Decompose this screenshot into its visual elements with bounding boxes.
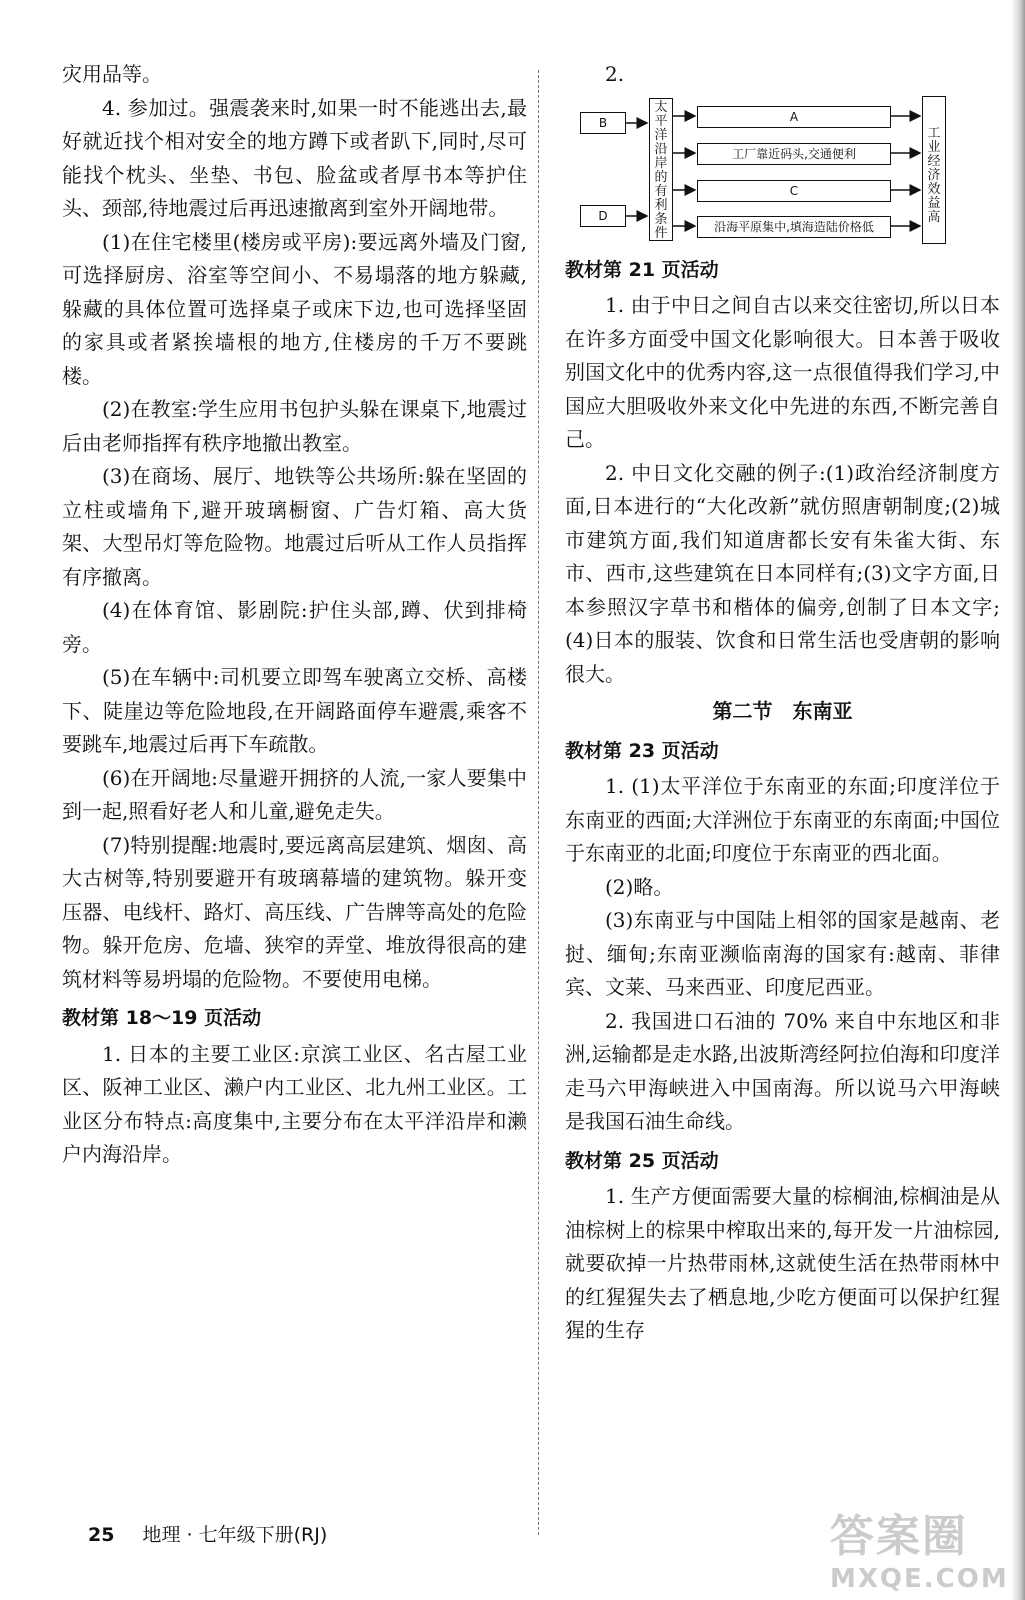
box-a: A [697,106,891,128]
paragraph: (4)在体育馆、影剧院:护住头部,蹲、伏到排椅旁。 [62,598,527,656]
paragraph: (6)在开阔地:尽量避开拥挤的人流,一家人要集中到一起,照看好老人和儿童,避免走失。 [62,765,527,823]
favorable-conditions-label: 太 平 洋 沿 岸 的 有 利 条 件 [654,99,668,241]
paragraph: (5)在车辆中:司机要立即驾车驶离立交桥、高楼下、陡崖边等危险地段,在开阔路面停车避震,乘客不要跳车,地震过后再下车疏散。 [62,665,527,756]
page-number: 25 [88,1524,115,1546]
paragraph: 1. 由于中日之间自古以来交往密切,所以日本在许多方面受中国文化影响很大。日本善于吸收别国文化中的优秀内容,这一点很值得我们学习,中国应大胆吸收外来文化中先进的东西,不断完善自己。 [565,293,1000,451]
section-title: 第二节 东南亚 [712,699,853,723]
paragraph: 2. 我国进口石油的 70% 来自中东地区和非洲,运输都是走水路,出波斯湾经阿拉伯海和印度洋走马六甲海峡进入中国南海。所以说马六甲海峡是我国石油生命线。 [565,1008,1000,1133]
box-c: C [697,180,891,202]
paragraph: 1. (1)太平洋位于东南亚的东面;印度洋位于东南亚的西面;大洋洲位于东南亚的东南面;中国位于东南亚的北面;印度位于东南亚的西北面。 [565,774,1000,865]
watermark-line1: 答案圈 [830,1511,968,1562]
box-d: D [580,205,626,227]
page-edge-shadow [1011,0,1025,1600]
activity-heading: 教材第 23 页活动 [565,739,719,762]
activity-heading: 教材第 21 页活动 [565,258,719,281]
left-column [62,58,527,1172]
watermark-logo [830,1500,1020,1595]
paragraph: (3)东南亚与中国陆上相邻的国家是越南、老挝、缅甸;东南亚濒临南海的国家有:越南、菲律宾、文莱、马来西亚、印度尼西亚。 [565,908,1000,999]
paragraph: (2)略。 [605,874,674,899]
activity-heading: 教材第 25 页活动 [565,1149,719,1172]
book-title: 地理 · 七年级下册(RJ) [142,1524,328,1546]
paragraph: 1. 生产方便面需要大量的棕榈油,棕榈油是从油棕树上的棕果中榨取出来的,每开发一片油棕园,就要砍掉一片热带雨林,这就使生活在热带雨林中的红猩猩失去了栖息地,少吃方便面可以保护红猩猩的生存 [565,1184,1000,1342]
economic-benefit-box [922,96,946,244]
paragraph: 2. 中日文化交融的例子:(1)政治经济制度方面,日本进行的“大化改新”就仿照唐朝制度;(2)城市建筑方面,我们知道唐都长安有朱雀大街、东市、西市,这些建筑在日本同样有;(3)文字方面,日本参照汉字草书和楷体的偏旁,创制了日本文字;(4)日本的服装、饮食和日常生活也受唐朝的影响很大。 [565,460,1000,686]
paragraph: (7)特别提醒:地震时,要远离高层建筑、烟囱、高大古树等,特别要避开有玻璃幕墙的建筑物。躲开变压器、电线杆、路灯、高压线、广告牌等高处的危险物。躲开危房、危墙、狭窄的弄堂、堆放得很高的建筑材料等易坍塌的危险物。不要使用电梯。 [62,832,527,991]
paragraph: (1)在住宅楼里(楼房或平房):要远离外墙及门窗,可选择厨房、浴室等空间小、不易塌落的地方躲藏,躲藏的具体位置可选择桌子或床下边,也可选择坚固的家具或者紧挨墙根的地方,住楼房的千万不要跳楼。 [62,229,527,388]
paragraph: (2)在教室:学生应用书包护头躲在课桌下,地震过后由老师指挥有秩序地撤出教室。 [62,397,527,455]
industry-diagram [565,96,1000,246]
favorable-conditions-box [649,98,673,241]
plain-land-box: 沿海平原集中,填海造陆价格低 [697,216,891,238]
page-footer [88,1520,327,1547]
economic-benefit-label: 工 业 经 济 效 益 高 [927,125,941,225]
box-b: B [580,112,626,134]
paragraph: 灾用品等。 [62,62,162,86]
question-number: 2. [605,62,625,86]
watermark-line2: MXQE.COM [830,1564,1009,1594]
transport-box: 工厂靠近码头,交通便利 [697,143,891,165]
paragraph: (3)在商场、展厅、地铁等公共场所:躲在坚固的立柱或墙角下,避开玻璃橱窗、广告灯箱、高大货架、大型吊灯等危险物。地震过后听从工作人员指挥有序撤离。 [62,464,527,589]
right-column [565,58,1000,1348]
column-divider [538,70,539,1535]
paragraph: 4. 参加过。强震袭来时,如果一时不能逃出去,最好就近找个相对安全的地方蹲下或者趴下,同时,尽可能找个枕头、坐垫、书包、脸盆或者厚书本等护住头、颈部,待地震过后再迅速撤离到室外开阔地带。 [62,95,527,220]
activity-heading: 教材第 18～19 页活动 [62,1007,262,1029]
paragraph: 1. 日本的主要工业区:京滨工业区、名古屋工业区、阪神工业区、濑户内工业区、北九州工业区。工业区分布特点:高度集中,主要分布在太平洋沿岸和濑户内海沿岸。 [62,1041,527,1166]
